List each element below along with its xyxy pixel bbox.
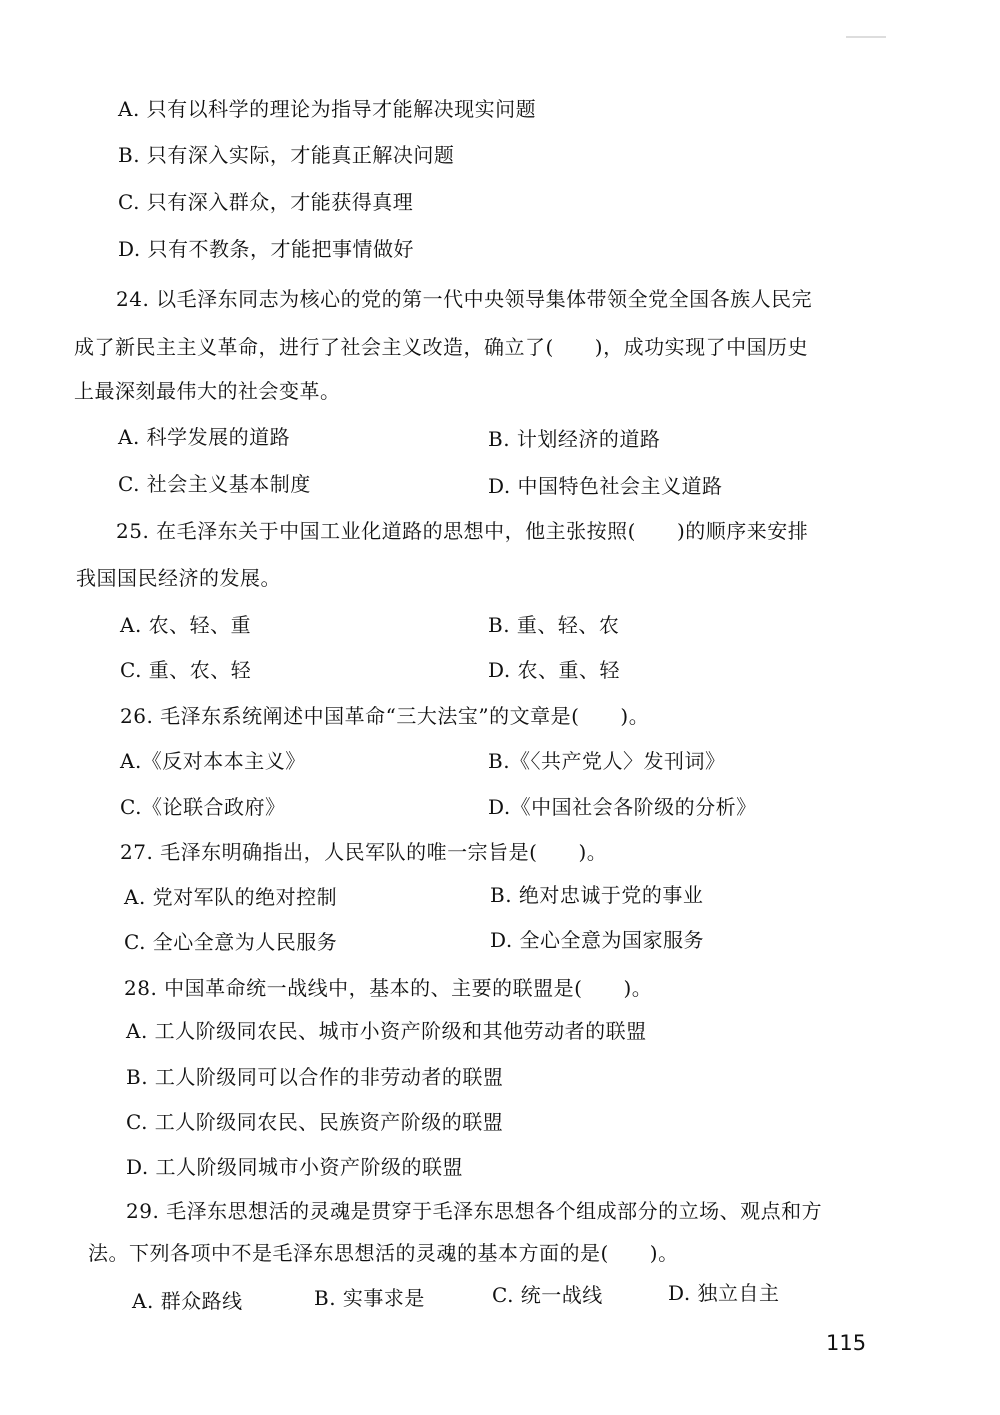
q28-option-b: B. 工人阶级同可以合作的非劳动者的联盟 (126, 1065, 504, 1089)
q26-option-a: A.《反对本本主义》 (120, 749, 306, 773)
q25-option-b: B. 重、轻、农 (488, 613, 620, 637)
q28-option-d: D. 工人阶级同城市小资产阶级的联盟 (126, 1155, 464, 1179)
q29-stem-line-1: 29. 毛泽东思想活的灵魂是贯穿于毛泽东思想各个组成部分的立场、观点和方 (126, 1199, 823, 1223)
q26-option-c: C.《论联合政府》 (120, 795, 286, 819)
q23-option-a: A. 只有以科学的理论为指导才能解决现实问题 (118, 97, 537, 121)
q27-stem: 27. 毛泽东明确指出，人民军队的唯一宗旨是( )。 (120, 840, 608, 864)
q23-option-b: B. 只有深入实际，才能真正解决问题 (118, 143, 455, 167)
q25-option-d: D. 农、重、轻 (488, 658, 621, 682)
q25-option-c: C. 重、农、轻 (120, 658, 252, 682)
q28-option-c: C. 工人阶级同农民、民族资产阶级的联盟 (126, 1110, 504, 1134)
q24-option-c: C. 社会主义基本制度 (118, 472, 311, 496)
q27-option-b: B. 绝对忠诚于党的事业 (490, 883, 704, 907)
q26-option-d: D.《中国社会各阶级的分析》 (488, 795, 757, 819)
q29-option-c: C. 统一战线 (492, 1283, 603, 1307)
q27-option-c: C. 全心全意为人民服务 (124, 930, 338, 954)
q24-option-d: D. 中国特色社会主义道路 (488, 474, 723, 498)
q23-option-d: D. 只有不教条，才能把事情做好 (118, 237, 415, 261)
page-number: 115 (826, 1331, 867, 1355)
q24-stem-line-3: 上最深刻最伟大的社会变革。 (74, 379, 341, 403)
q24-option-b: B. 计划经济的道路 (488, 427, 661, 451)
q29-option-d: D. 独立自主 (668, 1281, 780, 1305)
q27-option-a: A. 党对军队的绝对控制 (124, 885, 338, 909)
q25-stem-line-1: 25. 在毛泽东关于中国工业化道路的思想中，他主张按照( )的顺序来安排 (116, 519, 809, 543)
q26-option-b: B.《〈共产党人〉发刊词》 (488, 749, 726, 773)
q24-stem-line-1: 24. 以毛泽东同志为核心的党的第一代中央领导集体带领全党全国各族人民完 (116, 287, 813, 311)
q26-stem: 26. 毛泽东系统阐述中国革命“三大法宝”的文章是( )。 (120, 704, 650, 728)
scan-mark (846, 36, 886, 38)
q25-option-a: A. 农、轻、重 (120, 613, 252, 637)
q29-stem-line-2: 法。下列各项中不是毛泽东思想活的灵魂的基本方面的是( )。 (88, 1241, 679, 1265)
q29-option-b: B. 实事求是 (314, 1286, 425, 1310)
q25-stem-line-2: 我国国民经济的发展。 (76, 566, 281, 590)
q24-option-a: A. 科学发展的道路 (118, 425, 291, 449)
q23-option-c: C. 只有深入群众，才能获得真理 (118, 190, 414, 214)
q27-option-d: D. 全心全意为国家服务 (490, 928, 705, 952)
q28-stem: 28. 中国革命统一战线中，基本的、主要的联盟是( )。 (124, 976, 653, 1000)
q29-option-a: A. 群众路线 (132, 1289, 243, 1313)
q24-stem-line-2: 成了新民主主义革命，进行了社会主义改造，确立了( )，成功实现了中国历史 (74, 335, 809, 359)
q28-option-a: A. 工人阶级同农民、城市小资产阶级和其他劳动者的联盟 (126, 1019, 647, 1043)
